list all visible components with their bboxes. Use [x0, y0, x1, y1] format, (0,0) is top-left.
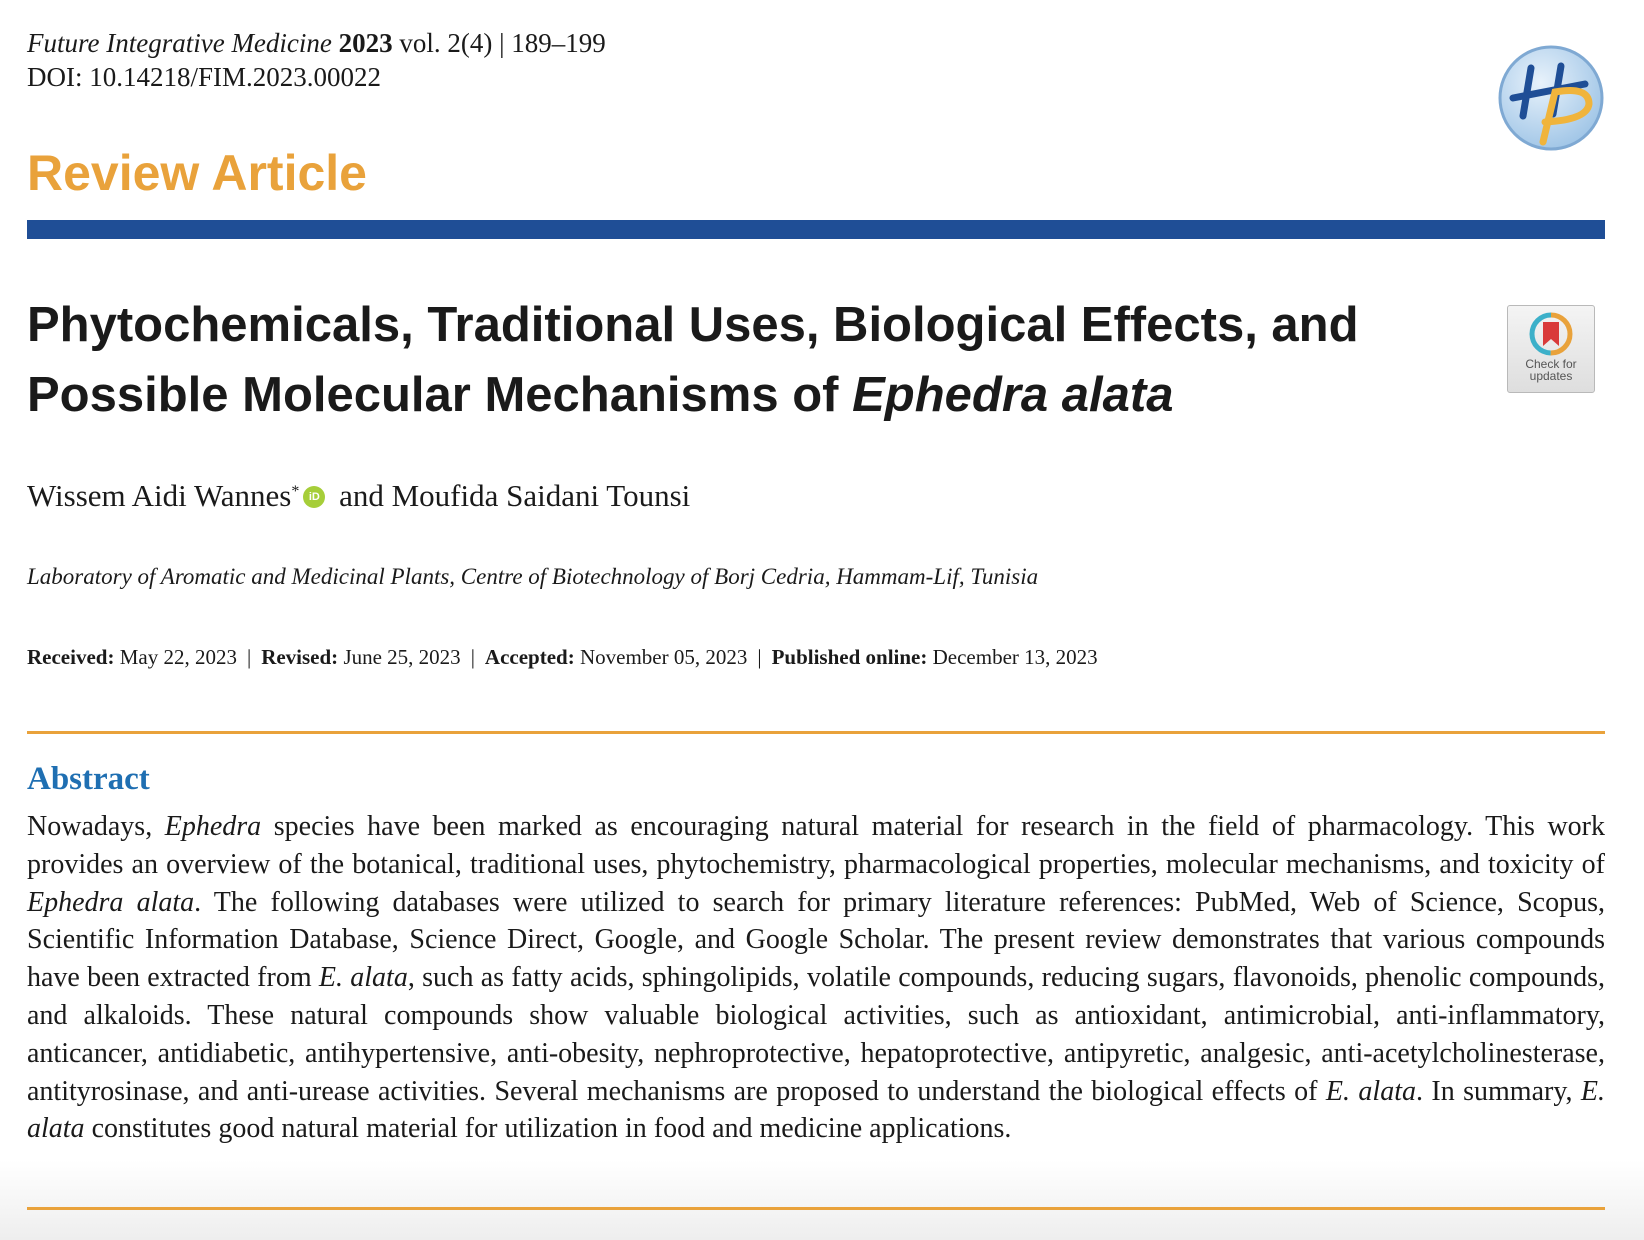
abstract-segment: species have been marked as encouraging natural material for research in the field of pharmacology. This work provides an overview of the botanical, traditional uses, phytochemistry, pharmacological properties, molecular mechanisms, and toxicity of	[27, 811, 1605, 880]
check-for-updates-button[interactable]	[1507, 305, 1595, 393]
doi[interactable]: DOI: 10.14218/FIM.2023.00022	[27, 62, 382, 92]
citation-separator: |	[499, 28, 505, 58]
abstract-segment: , such as fatty acids, sphingolipids, volatile compounds, reducing sugars, flavonoids, phenolic compounds, and alkaloids. These natural compounds show valuable biological activities, such as antioxidant, antimicrobial, anti-inflammatory, anticancer, antidiabetic, antihypertensive, anti-obesity, nephroprotective, hepatoprotective, antipyretic, analgesic, anti-acetylcholinesterase, antityrosinase, and anti-urease activities. Several mechanisms are proposed to understand the biological effects of	[27, 962, 1605, 1107]
received-label: Received:	[27, 645, 115, 669]
abstract-top-divider	[27, 731, 1605, 734]
article-title	[27, 290, 1447, 430]
publication-dates	[27, 643, 1098, 671]
abstract-segment: Nowadays,	[27, 811, 165, 842]
affiliation: Laboratory of Aromatic and Medicinal Plants, Centre of Biotechnology of Borj Cedria, Hammam-Lif, Tunisia	[27, 564, 1039, 589]
author-2[interactable]: Moufida Saidani Tounsi	[391, 478, 691, 513]
abstract-segment: . In summary,	[1415, 1075, 1581, 1107]
accepted-date: November 05, 2023	[579, 645, 748, 669]
journal-name: Future Integrative Medicine	[27, 28, 332, 58]
date-separator: |	[246, 645, 252, 669]
header-divider	[27, 220, 1605, 239]
published-label: Published online:	[771, 645, 928, 669]
abstract-species: E. alata	[1325, 1075, 1416, 1107]
author-connector: and	[339, 478, 384, 513]
revised-date: June 25, 2023	[343, 645, 461, 669]
bookmark-icon	[1529, 312, 1573, 356]
author-list	[27, 476, 690, 516]
title-species: Ephedra alata	[852, 368, 1174, 422]
title-line-2: Possible Molecular Mechanisms of	[27, 368, 853, 422]
abstract-species: Ephedra	[164, 811, 262, 842]
author-1[interactable]: Wissem Aidi Wannes	[27, 478, 292, 513]
abstract-species: E. alata	[27, 1075, 1606, 1145]
received-date: May 22, 2023	[119, 645, 237, 669]
accepted-label: Accepted:	[484, 645, 575, 669]
corresponding-mark: *	[291, 483, 300, 500]
abstract-bottom-divider	[27, 1207, 1605, 1210]
abstract-species: E. alata	[318, 962, 408, 994]
revised-label: Revised:	[261, 645, 339, 669]
journal-pages: 189–199	[511, 28, 606, 58]
abstract-heading: Abstract	[27, 761, 150, 797]
date-separator: |	[470, 645, 475, 669]
journal-volume: vol. 2(4)	[399, 28, 493, 58]
journal-year: 2023	[338, 28, 393, 58]
date-separator: |	[757, 645, 762, 669]
abstract-species: Ephedra alata	[27, 886, 195, 918]
journal-citation	[27, 26, 606, 60]
published-date: December 13, 2023	[932, 645, 1098, 669]
publisher-logo-icon	[1497, 44, 1605, 152]
check-for-updates-label: Check for updates	[1525, 357, 1577, 383]
title-line-1: Phytochemicals, Traditional Uses, Biological Effects, and	[27, 298, 1359, 352]
article-type-heading: Review Article	[27, 145, 367, 201]
abstract-segment: constitutes good natural material for utilization in food and medicine applications.	[84, 1113, 1012, 1145]
abstract-segment: . The following databases were utilized to search for primary literature references: PubMed, Web of Science, Scopus, Scientific Information Database, Science Direct, Google, and Google Scholar. The present review demonstrates that various compounds have been extracted from	[27, 886, 1605, 994]
abstract-text	[27, 808, 1605, 1148]
orcid-icon[interactable]: iD	[303, 486, 325, 508]
